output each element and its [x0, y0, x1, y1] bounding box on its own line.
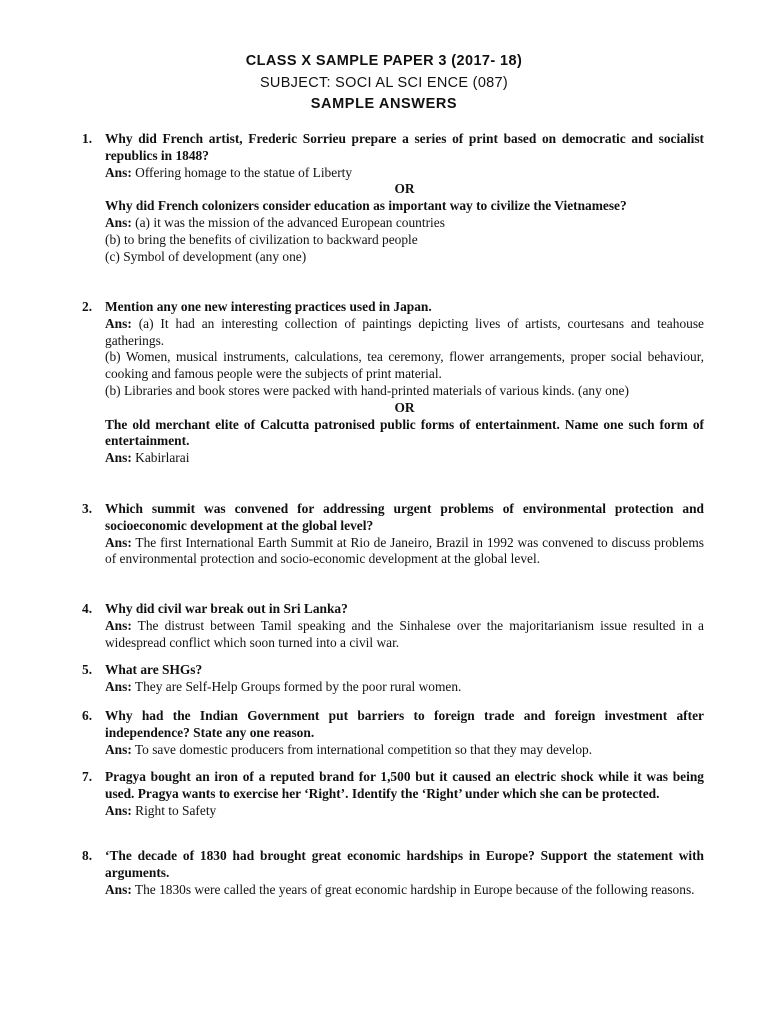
- answer-text: Ans: Right to Safety: [105, 802, 217, 818]
- answer-text: Ans: They are Self-Help Groups formed by the poor rural women.: [105, 678, 462, 694]
- question-text-alt: Why did French colonizers consider education as important way to civilize the Vietnamese?: [105, 198, 627, 214]
- question-5: [82, 662, 704, 696]
- question-text: Why did civil war break out in Sri Lanka?: [105, 601, 348, 616]
- question-number: 2.: [82, 299, 93, 314]
- answer-text-alt: Ans: Kabirlarai: [105, 450, 190, 466]
- answer-text: Ans: (a) It had an interesting collection of paintings depicting lives of artists, courtesans and teahouse gatherings.: [105, 315, 704, 348]
- answer-point: (c) Symbol of development (any one): [105, 248, 307, 264]
- question-text: Why had the Indian Government put barriers to foreign trade and foreign investment after independence? State any one reason.: [105, 708, 704, 740]
- question-2: [82, 299, 704, 467]
- answer-text: Ans: The first International Earth Summit at Rio de Janeiro, Brazil in 1992 was convened to discuss problems of environmental protection and socio-economic development at the global level.: [105, 534, 704, 567]
- or-divider: OR: [394, 181, 415, 197]
- question-number: 6.: [82, 708, 93, 723]
- question-4: [82, 601, 704, 651]
- answer-text-alt: Ans: (a) it was the mission of the advanced European countries: [105, 214, 445, 230]
- question-number: 7.: [82, 769, 93, 784]
- answer-text: Ans: To save domestic producers from international competition so that they may develop.: [105, 741, 593, 757]
- question-text: Why did French artist, Frederic Sorrieu prepare a series of print based on democratic and socialist republics in 1848?: [105, 131, 704, 163]
- question-3: [82, 501, 704, 568]
- question-number: 1.: [82, 131, 93, 146]
- answer-point: (b) Libraries and book stores were packed with hand-printed materials of various kinds. (any one): [105, 382, 629, 398]
- question-number: 4.: [82, 601, 93, 616]
- paper-title: CLASS X SAMPLE PAPER 3 (2017- 18): [245, 53, 523, 69]
- question-text: What are SHGs?: [105, 662, 203, 677]
- question-text: Mention any one new interesting practices used in Japan.: [105, 299, 432, 314]
- answer-point: (b) Women, musical instruments, calculations, tea ceremony, flower arrangements, proper social behaviour, cooking and famous people were the subjects of print material.: [105, 349, 704, 382]
- question-number: 8.: [82, 848, 93, 863]
- question-text: Which summit was convened for addressing urgent problems of environmental protection and socioeconomic development at the global level?: [105, 501, 704, 533]
- question-text: Pragya bought an iron of a reputed brand for 1,500 but it caused an electric shock while it was being used. Pragya wants to exercise her ‘Right’. Identify the ‘Right’ under which she can be protected.: [105, 769, 704, 801]
- question-7: [82, 769, 704, 819]
- question-1: [82, 131, 704, 265]
- or-divider: OR: [394, 399, 415, 415]
- subject-line: SUBJECT: SOCI AL SCI ENCE (087): [259, 75, 509, 91]
- answer-text: Ans: The 1830s were called the years of great economic hardship in Europe because of the following reasons.: [105, 881, 695, 897]
- question-text-alt: The old merchant elite of Calcutta patronised public forms of entertainment. Name one such form of entertainment.: [105, 416, 704, 449]
- question-text: ‘The decade of 1830 had brought great economic hardships in Europe? Support the statement with arguments.: [105, 848, 704, 880]
- question-number: 5.: [82, 662, 93, 677]
- answer-text: Ans: The distrust between Tamil speaking and the Sinhalese over the majoritarianism issue resulted in a widespread conflict which soon turned into a civil war.: [105, 617, 704, 650]
- question-6: [82, 708, 704, 758]
- question-number: 3.: [82, 501, 93, 516]
- question-8: [82, 848, 704, 898]
- answer-text: Ans: Offering homage to the statue of Liberty: [105, 164, 353, 180]
- section-title: SAMPLE ANSWERS: [310, 96, 458, 112]
- answer-point: (b) to bring the benefits of civilization to backward people: [105, 231, 418, 247]
